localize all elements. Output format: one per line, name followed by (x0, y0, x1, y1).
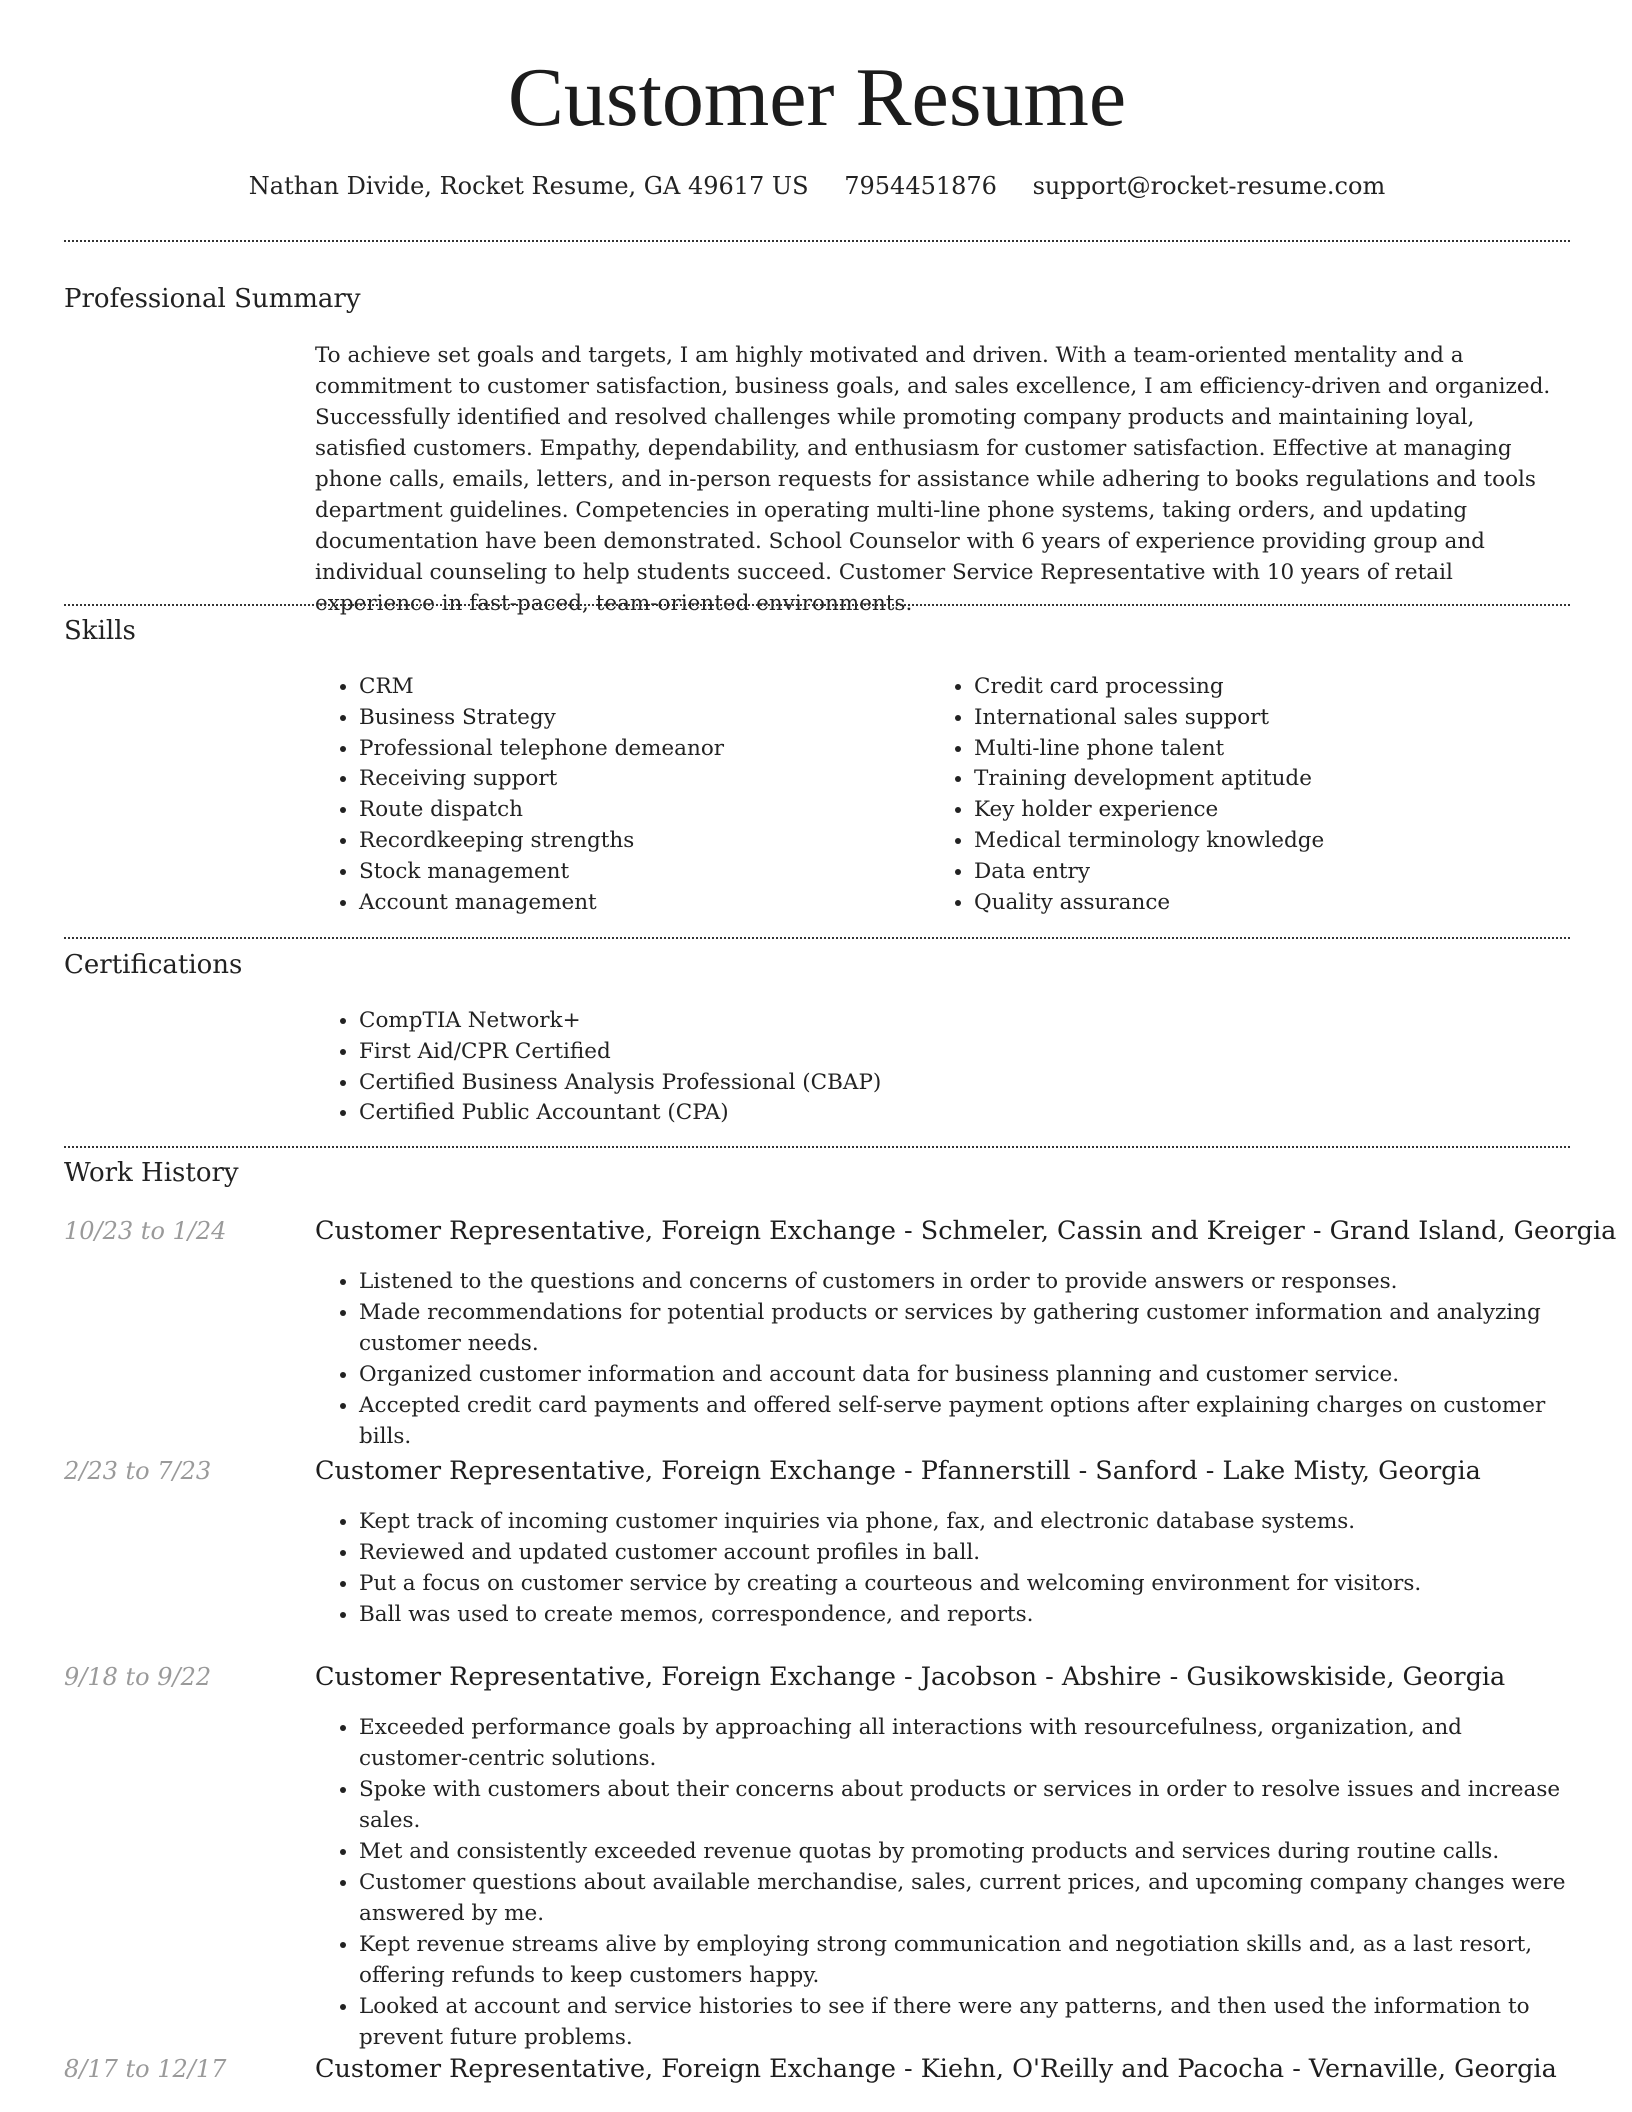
list-item: • Certified Public Accountant (CPA) (359, 1098, 1359, 1129)
list-item: • Recordkeeping strengths (359, 826, 929, 857)
list-item: • Receiving support (359, 764, 929, 795)
skills-list-left (315, 672, 929, 918)
job-title: Customer Representative, Foreign Exchange - Kiehn, O'Reilly and Pacocha - Vernaville, Georgia (315, 2054, 1557, 2084)
list-item: • Route dispatch (359, 795, 929, 826)
divider (64, 937, 1570, 939)
list-item: • Data entry (974, 857, 1574, 888)
list-item: • Certified Business Analysis Professional (CBAP) (359, 1068, 1359, 1099)
job-dates: 2/23 to 7/23 (64, 1457, 212, 1485)
list-item: • Exceeded performance goals by approaching all interactions with resourcefulness, organization, and customer-centric solutions. (359, 1712, 1570, 1774)
list-item: • Spoke with customers about their concerns about products or services in order to resolve issues and increase sales. (359, 1774, 1570, 1836)
list-item: • Training development aptitude (974, 764, 1574, 795)
divider (64, 240, 1570, 242)
job-dates: 10/23 to 1/24 (64, 1217, 227, 1245)
section-title-work-history: Work History (64, 1158, 239, 1188)
contact-email: support@rocket-resume.com (1032, 172, 1386, 200)
divider (64, 1146, 1570, 1148)
job-title: Customer Representative, Foreign Exchange - Schmeler, Cassin and Kreiger - Grand Island, Georgia (315, 1216, 1617, 1246)
contact-address: Nathan Divide, Rocket Resume, GA 49617 US (248, 172, 809, 200)
list-item: • Kept track of incoming customer inquiries via phone, fax, and electronic database systems. (359, 1506, 1570, 1537)
list-item: • Key holder experience (974, 795, 1574, 826)
job-title: Customer Representative, Foreign Exchange - Jacobson - Abshire - Gusikowskiside, Georgia (315, 1662, 1506, 1692)
list-item: • Multi-line phone talent (974, 734, 1574, 765)
job-duties (315, 1712, 1570, 2053)
list-item: • Business Strategy (359, 703, 929, 734)
job-title: Customer Representative, Foreign Exchange - Pfannerstill - Sanford - Lake Misty, Georgia (315, 1456, 1481, 1486)
list-item: • CRM (359, 672, 929, 703)
list-item: • Made recommendations for potential products or services by gathering customer information and analyzing customer needs. (359, 1297, 1570, 1359)
summary-text: To achieve set goals and targets, I am highly motivated and driven. With a team-oriented mentality and a commitment to customer satisfaction, business goals, and sales excellence, I am efficiency-driven and organized. Successfully identified and resolved challenges while promoting company products and maintaining loyal, satisfied customers. Empathy, dependability, and enthusiasm for customer satisfaction. Effective at managing phone calls, emails, letters, and in-person requests for assistance while adhering to books regulations and tools department guidelines. Competencies in operating multi-line phone systems, taking orders, and updating documentation have been demonstrated. School Counselor with 6 years of experience providing group and individual counseling to help students succeed. Customer Service Representative with 10 years of retail experience in fast-paced, team-oriented environments. (315, 343, 1551, 616)
job-dates: 9/18 to 9/22 (64, 1663, 212, 1691)
list-item: • Accepted credit card payments and offered self-serve payment options after explaining charges on customer bills. (359, 1390, 1570, 1452)
skills-list-right (930, 672, 1574, 918)
list-item: • Met and consistently exceeded revenue quotas by promoting products and services during routine calls. (359, 1836, 1570, 1867)
list-item: • First Aid/CPR Certified (359, 1037, 1359, 1068)
list-item: • Looked at account and service histories to see if there were any patterns, and then used the information to prevent future problems. (359, 1991, 1570, 2053)
list-item: • Medical terminology knowledge (974, 826, 1574, 857)
list-item: • Kept revenue streams alive by employing strong communication and negotiation skills and, as a last resort, offering refunds to keep customers happy. (359, 1929, 1570, 1991)
section-title-certifications: Certifications (64, 950, 243, 980)
section-title-skills: Skills (64, 616, 136, 646)
list-item: • Professional telephone demeanor (359, 734, 929, 765)
list-item: • Quality assurance (974, 888, 1574, 919)
section-title-summary: Professional Summary (64, 284, 361, 314)
resume-title: Customer Resume (507, 51, 1127, 144)
list-item: • Listened to the questions and concerns of customers in order to provide answers or responses. (359, 1266, 1570, 1297)
list-item: • Reviewed and updated customer account profiles in ball. (359, 1537, 1570, 1568)
job-dates: 8/17 to 12/17 (64, 2055, 227, 2083)
list-item: • Stock management (359, 857, 929, 888)
divider (64, 604, 1570, 606)
list-item: • Put a focus on customer service by creating a courteous and welcoming environment for visitors. (359, 1568, 1570, 1599)
job-duties (315, 1266, 1570, 1452)
list-item: • International sales support (974, 703, 1574, 734)
job-duties (315, 1506, 1570, 1630)
list-item: • Account management (359, 888, 929, 919)
list-item: • Credit card processing (974, 672, 1574, 703)
list-item: • Ball was used to create memos, correspondence, and reports. (359, 1599, 1570, 1630)
list-item: • Organized customer information and account data for business planning and customer service. (359, 1359, 1570, 1390)
contact-phone: 7954451876 (844, 172, 997, 200)
contact-line (64, 172, 1570, 200)
list-item: • Customer questions about available merchandise, sales, current prices, and upcoming company changes were answered by me. (359, 1867, 1570, 1929)
list-item: • CompTIA Network+ (359, 1006, 1359, 1037)
certifications-list (315, 1006, 1359, 1129)
